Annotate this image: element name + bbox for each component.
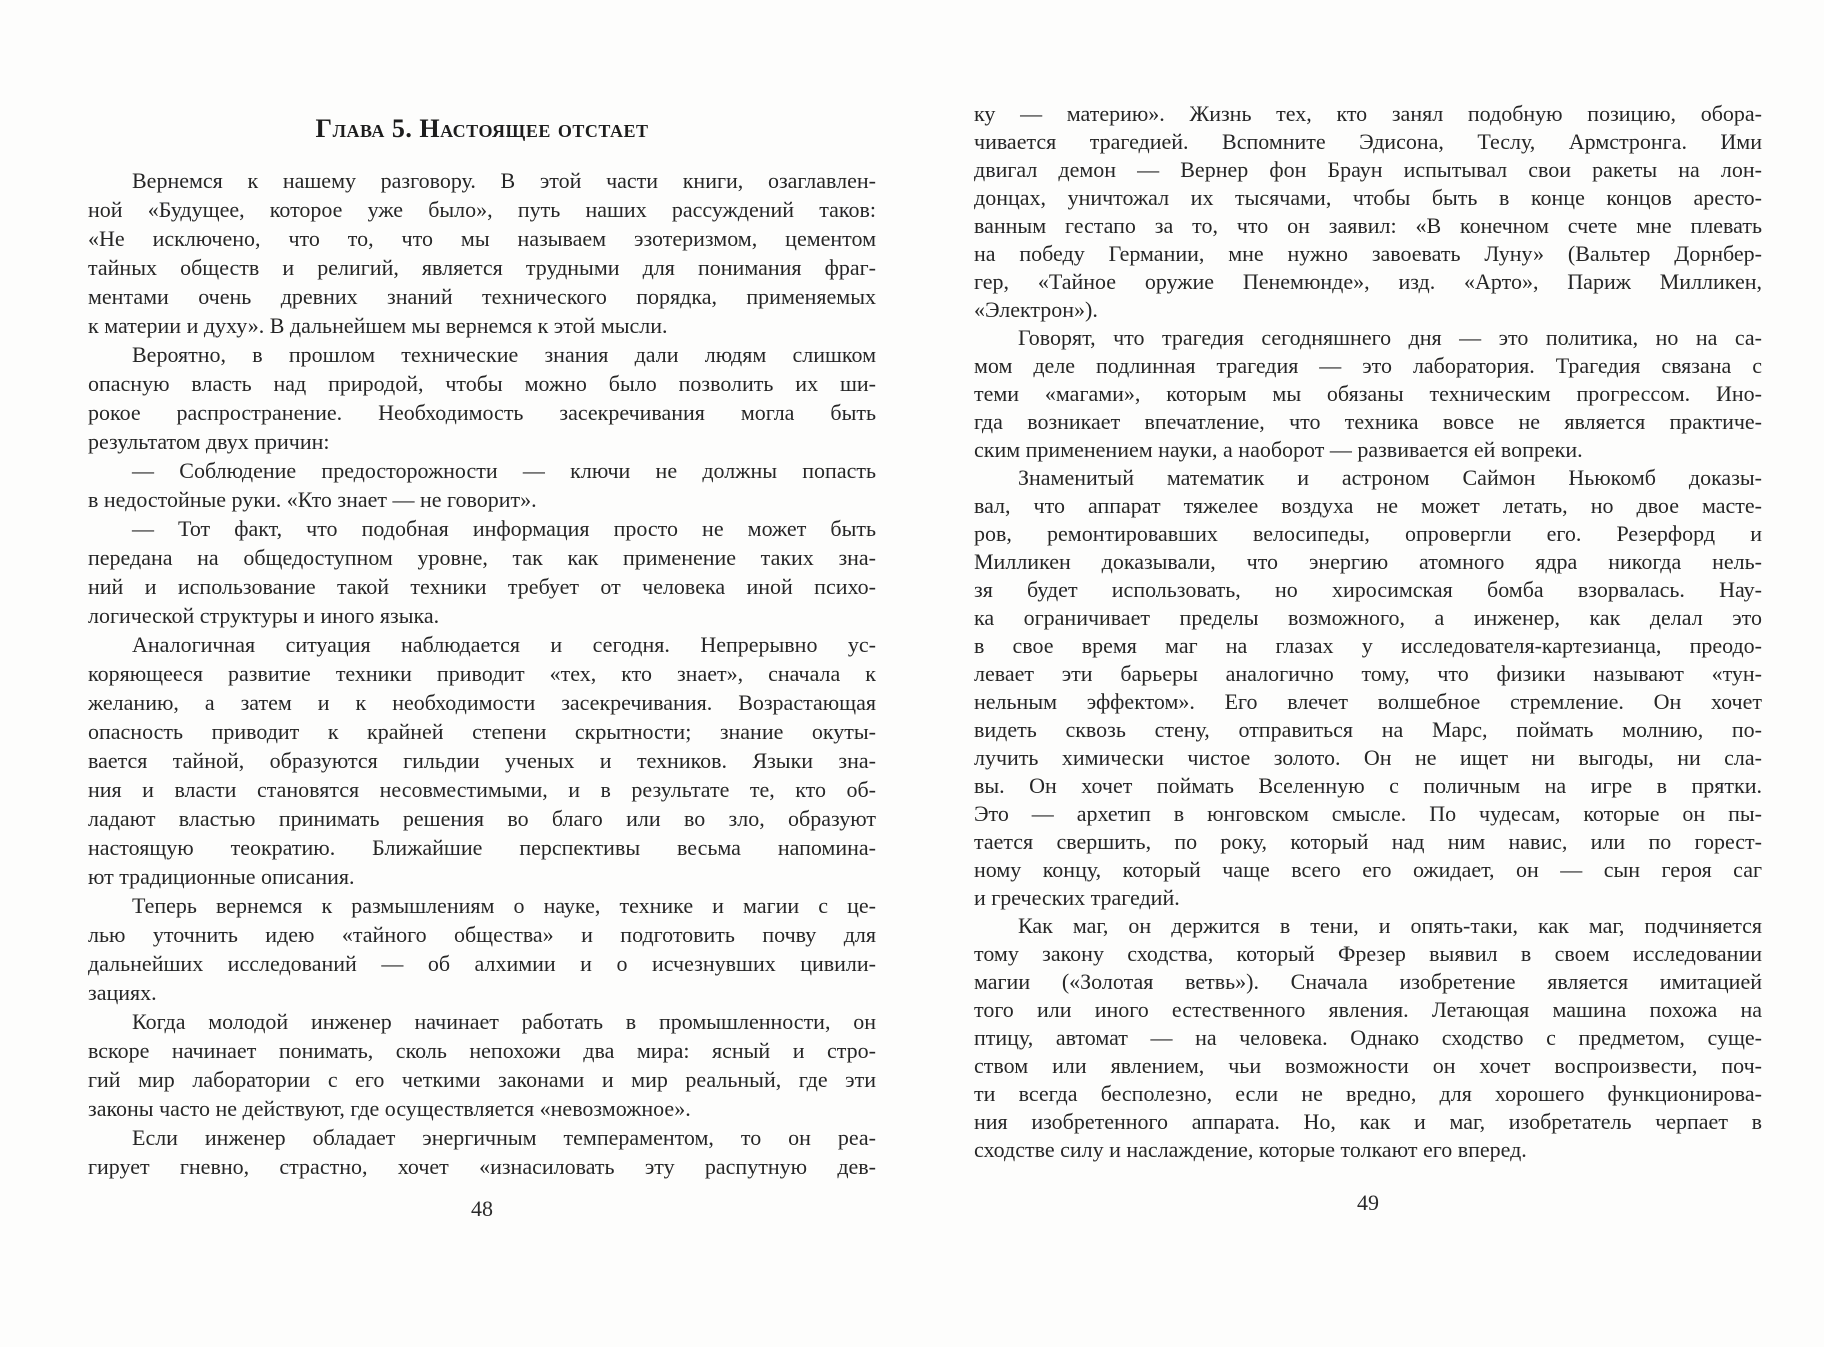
text-line: и греческих трагедий. <box>974 885 1180 910</box>
text-line: гий мир лаборатории с его четкими законами и мир реальный, где эти <box>88 1067 876 1092</box>
text-line: нельным эффектом». Его влечет волшебное стремление. Он хочет <box>974 689 1762 714</box>
paragraph <box>88 891 876 1007</box>
text-line: Когда молодой инженер начинает работать в промышленности, он <box>132 1009 876 1034</box>
paragraph <box>88 166 876 340</box>
text-line: вскоре начинает понимать, сколь непохожи два мира: ясный и стро- <box>88 1038 876 1063</box>
chapter-heading: Глава 5. Настоящее отстает <box>315 114 649 143</box>
text-line: зя будет использовать, но хиросимская бомба взорвалась. Нау- <box>974 577 1762 602</box>
text-line: Вероятно, в прошлом технические знания дали людям слишком <box>132 342 876 367</box>
text-line: птицу, автомат — на человека. Однако сходство с предметом, суще- <box>974 1025 1762 1050</box>
text-line: передана на общедоступном уровне, так как применение таких зна- <box>88 545 876 570</box>
paragraph <box>974 100 1762 324</box>
text-line: Милликен доказывали, что энергию атомного ядра никогда нель- <box>974 549 1762 574</box>
text-line: теми «магами», которым мы обязаны техническим прогрессом. Ино- <box>974 381 1762 406</box>
text-line: гда возникает впечатление, что техника вовсе не является практиче- <box>974 409 1762 434</box>
text-line: ния изобретенного аппарата. Но, как и маг, изобретатель черпает в <box>974 1109 1762 1134</box>
text-line: Если инженер обладает энергичным темпераментом, то он реа- <box>132 1125 876 1150</box>
text-line: ка ограничивает пределы возможного, а инженер, как делал это <box>974 605 1762 630</box>
text-line: результатом двух причин: <box>88 429 330 454</box>
text-line: тому закону сходства, который Фрезер выявил в своем исследовании <box>974 941 1762 966</box>
text-line: Теперь вернемся к размышлениям о науке, технике и магии с це- <box>132 893 876 918</box>
text-line: «Электрон»). <box>974 297 1098 322</box>
right-page <box>974 100 1762 1164</box>
text-line: ским применением науки, а наоборот — развивается ей вопреки. <box>974 437 1583 462</box>
text-line: Знаменитый математик и астроном Саймон Ньюкомб доказы- <box>1018 465 1762 490</box>
text-line: вается тайной, образуются гильдии ученых и техников. Языки зна- <box>88 748 876 773</box>
text-line: ной «Будущее, которое уже было», путь наших рассуждений таков: <box>88 197 876 222</box>
text-line: «Не исключено, что то, что мы называем эзотеризмом, цементом <box>88 226 876 251</box>
text-line: коряющееся развитие техники приводит «тех, кто знает», сначала к <box>88 661 876 686</box>
text-line: на победу Германии, мне нужно завоевать Луну» (Вальтер Дорнбер- <box>974 241 1762 266</box>
text-line: сходстве силу и наслаждение, которые толкают его вперед. <box>974 1137 1527 1162</box>
text-line: Вернемся к нашему разговору. В этой части книги, озаглавлен- <box>132 168 876 193</box>
paragraph <box>88 1007 876 1123</box>
text-line: того или иного естественного явления. Летающая машина похожа на <box>974 997 1762 1022</box>
text-line: ному концу, который чаще всего его ожидает, он — сын героя саг <box>974 857 1762 882</box>
text-line: настоящую теократию. Ближайшие перспективы весьма напомина- <box>88 835 876 860</box>
text-line: вал, что аппарат тяжелее воздуха не может летать, но двое масте- <box>974 493 1762 518</box>
text-line: ют традиционные описания. <box>88 864 355 889</box>
text-line: донцах, уничтожал их тысячами, чтобы быть в конце концов аресто- <box>974 185 1762 210</box>
text-line: ством или явлением, чьи возможности он хочет воспроизвести, поч- <box>974 1053 1762 1078</box>
text-line: в свое время маг на глазах у исследователя-картезианца, преодо- <box>974 633 1762 658</box>
text-line: зациях. <box>88 980 157 1005</box>
text-line: ния и власти становятся несовместимыми, и в результате те, кто об- <box>88 777 876 802</box>
text-line: к материи и духу». В дальнейшем мы вернемся к этой мысли. <box>88 313 668 338</box>
right-page-number: 49 <box>1357 1190 1379 1215</box>
text-line: левает эти барьеры аналогично тому, что физики называют «тун- <box>974 661 1762 686</box>
text-line: мом деле подлинная трагедия — это лаборатория. Трагедия связана с <box>974 353 1762 378</box>
text-line: видеть сквозь стену, отправиться на Марс, поймать молнию, по- <box>974 717 1762 742</box>
text-line: — Соблюдение предосторожности — ключи не должны попасть <box>132 458 876 483</box>
text-line: в недостойные руки. «Кто знает — не говорит». <box>88 487 537 512</box>
text-line: двигал демон — Вернер фон Браун испытывал свои ракеты на лон- <box>974 157 1762 182</box>
text-line: лучить химически чистое золото. Он не ищет ни выгоды, ни сла- <box>974 745 1762 770</box>
text-line: желанию, а затем и к необходимости засекречивания. Возрастающая <box>88 690 876 715</box>
text-line: гер, «Тайное оружие Пенемюнде», изд. «Арто», Париж Милликен, <box>974 269 1762 294</box>
paragraph <box>88 340 876 456</box>
text-line: ти всегда бесполезно, если не вредно, для хорошего функционирова- <box>974 1081 1762 1106</box>
text-line: ний и использование такой техники требует от человека иной психо- <box>88 574 876 599</box>
text-line: логической структуры и иного языка. <box>88 603 440 628</box>
text-line: ментами очень древних знаний технического порядка, применяемых <box>88 284 876 309</box>
text-line: Говорят, что трагедия сегодняшнего дня — это политика, но на са- <box>1018 325 1762 350</box>
paragraph <box>88 514 876 630</box>
paragraph <box>88 456 876 514</box>
paragraph <box>88 1123 876 1181</box>
text-line: Это — архетип в юнговском смысле. По чудесам, которые он пы- <box>974 801 1762 826</box>
text-line: законы часто не действуют, где осуществляется «невозможное». <box>88 1096 691 1121</box>
paragraph <box>88 630 876 891</box>
text-line: магии («Золотая ветвь»). Сначала изобретение является имитацией <box>974 969 1762 994</box>
text-line: тайных обществ и религий, является трудными для понимания фраг- <box>88 255 876 280</box>
text-line: ку — материю». Жизнь тех, кто занял подобную позицию, обора- <box>974 101 1762 126</box>
right-page-body <box>974 100 1762 1164</box>
left-page-body <box>88 166 876 1181</box>
paragraph <box>974 324 1762 464</box>
text-line: ладают властью принимать решения во благо или во зло, образуют <box>88 806 876 831</box>
left-page <box>88 112 876 1181</box>
text-line: Аналогичная ситуация наблюдается и сегодня. Непрерывно ус- <box>132 632 876 657</box>
text-line: — Тот факт, что подобная информация просто не может быть <box>132 516 876 541</box>
text-line: тается свершить, по року, который над ним навис, или по горест- <box>974 829 1762 854</box>
text-line: чивается трагедией. Вспомните Эдисона, Теслу, Армстронга. Ими <box>974 129 1762 154</box>
paragraph <box>974 912 1762 1164</box>
left-page-number: 48 <box>471 1196 493 1221</box>
text-line: дальнейших исследований — об алхимии и о исчезнувших цивили- <box>88 951 876 976</box>
text-line: гирует гневно, страстно, хочет «изнасиловать эту распутную дев- <box>88 1154 876 1179</box>
text-line: ров, ремонтировавших велосипеды, опровергли его. Резерфорд и <box>974 521 1762 546</box>
paragraph <box>974 464 1762 912</box>
text-line: Как маг, он держится в тени, и опять-таки, как маг, подчиняется <box>1018 913 1762 938</box>
text-line: вы. Он хочет поймать Вселенную с поличным на игре в прятки. <box>974 773 1762 798</box>
text-line: опасность приводит к крайней степени скрытности; знание окуты- <box>88 719 876 744</box>
text-line: лью уточнить идею «тайного общества» и подготовить почву для <box>88 922 876 947</box>
text-line: рокое распространение. Необходимость засекречивания могла быть <box>88 400 876 425</box>
text-line: опасную власть над природой, чтобы можно было позволить их ши- <box>88 371 876 396</box>
text-line: ванным гестапо за то, что он заявил: «В конечном счете мне плевать <box>974 213 1762 238</box>
